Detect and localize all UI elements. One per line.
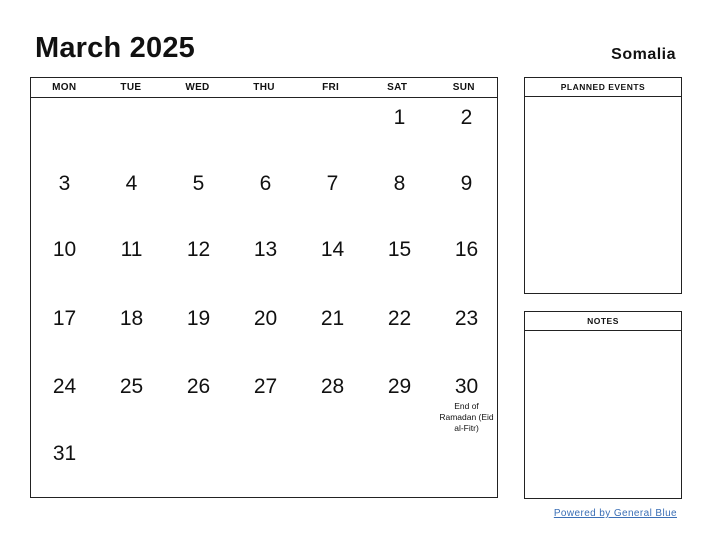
day-cell [366,106,433,130]
day-number: 19 [186,307,211,330]
day-cell [165,172,232,196]
day-number: 20 [253,307,278,330]
calendar-grid [30,77,498,498]
day-number: 9 [460,172,473,195]
day-cell [232,238,299,262]
day-cell [433,172,500,196]
day-number: 27 [253,375,278,398]
day-number: 31 [52,442,77,465]
day-cell [98,375,165,399]
weekday-sun: SUN [452,82,475,93]
day-cell [299,238,366,262]
country-label: Somalia [611,46,676,63]
day-cell [98,172,165,196]
day-cell [433,307,500,331]
planned-events-panel [524,77,682,294]
weekday-thu: THU [253,82,275,93]
day-cell [366,238,433,262]
day-cell [232,307,299,331]
planned-events-header: PLANNED EVENTS [525,78,681,97]
day-cell [433,375,500,434]
day-cell [366,307,433,331]
day-number: 5 [192,172,205,195]
day-number: 21 [320,307,345,330]
day-cell [433,106,500,130]
day-number: 3 [58,172,71,195]
day-cell [299,375,366,399]
day-cell [366,172,433,196]
day-number: 17 [52,307,77,330]
day-number: 26 [186,375,211,398]
day-cell [165,307,232,331]
day-number: 12 [186,238,211,261]
day-number: 28 [320,375,345,398]
powered-by-link[interactable]: Powered by General Blue [553,508,677,519]
day-cell [98,238,165,262]
day-number: 7 [326,172,339,195]
day-number: 2 [460,106,473,129]
notes-header: NOTES [525,312,681,331]
weekday-fri: FRI [322,82,340,93]
day-number: 30 [454,375,479,398]
notes-panel [524,311,682,499]
day-cell [232,375,299,399]
day-number: 22 [387,307,412,330]
day-number: 29 [387,375,412,398]
day-number: 6 [259,172,272,195]
day-number: 24 [52,375,77,398]
day-cell [165,375,232,399]
day-cell [299,307,366,331]
day-number: 8 [393,172,406,195]
day-number: 13 [253,238,278,261]
day-cell [31,238,98,262]
page-title: March 2025 [35,32,195,64]
day-number: 25 [119,375,144,398]
day-number: 1 [393,106,406,129]
day-number: 11 [120,238,143,261]
weekday-tue: TUE [120,82,142,93]
day-cell [366,375,433,399]
day-cell [165,238,232,262]
day-number: 23 [454,307,479,330]
day-cell [31,375,98,399]
day-cell [31,307,98,331]
weekday-header [31,78,497,98]
day-number: 10 [52,238,77,261]
day-number: 15 [387,238,412,261]
weekday-wed: WED [185,82,210,93]
day-number: 18 [119,307,144,330]
day-number: 16 [454,238,479,261]
holiday-label: End of Ramadan (Eid al-Fitr) [439,401,494,433]
day-cell [31,442,98,466]
day-cell [31,172,98,196]
day-number: 14 [320,238,345,261]
day-cell [98,307,165,331]
weekday-mon: MON [52,82,77,93]
day-number: 4 [125,172,138,195]
weekday-sat: SAT [387,82,408,93]
day-cell [299,172,366,196]
day-cell [232,172,299,196]
day-cell [433,238,500,262]
